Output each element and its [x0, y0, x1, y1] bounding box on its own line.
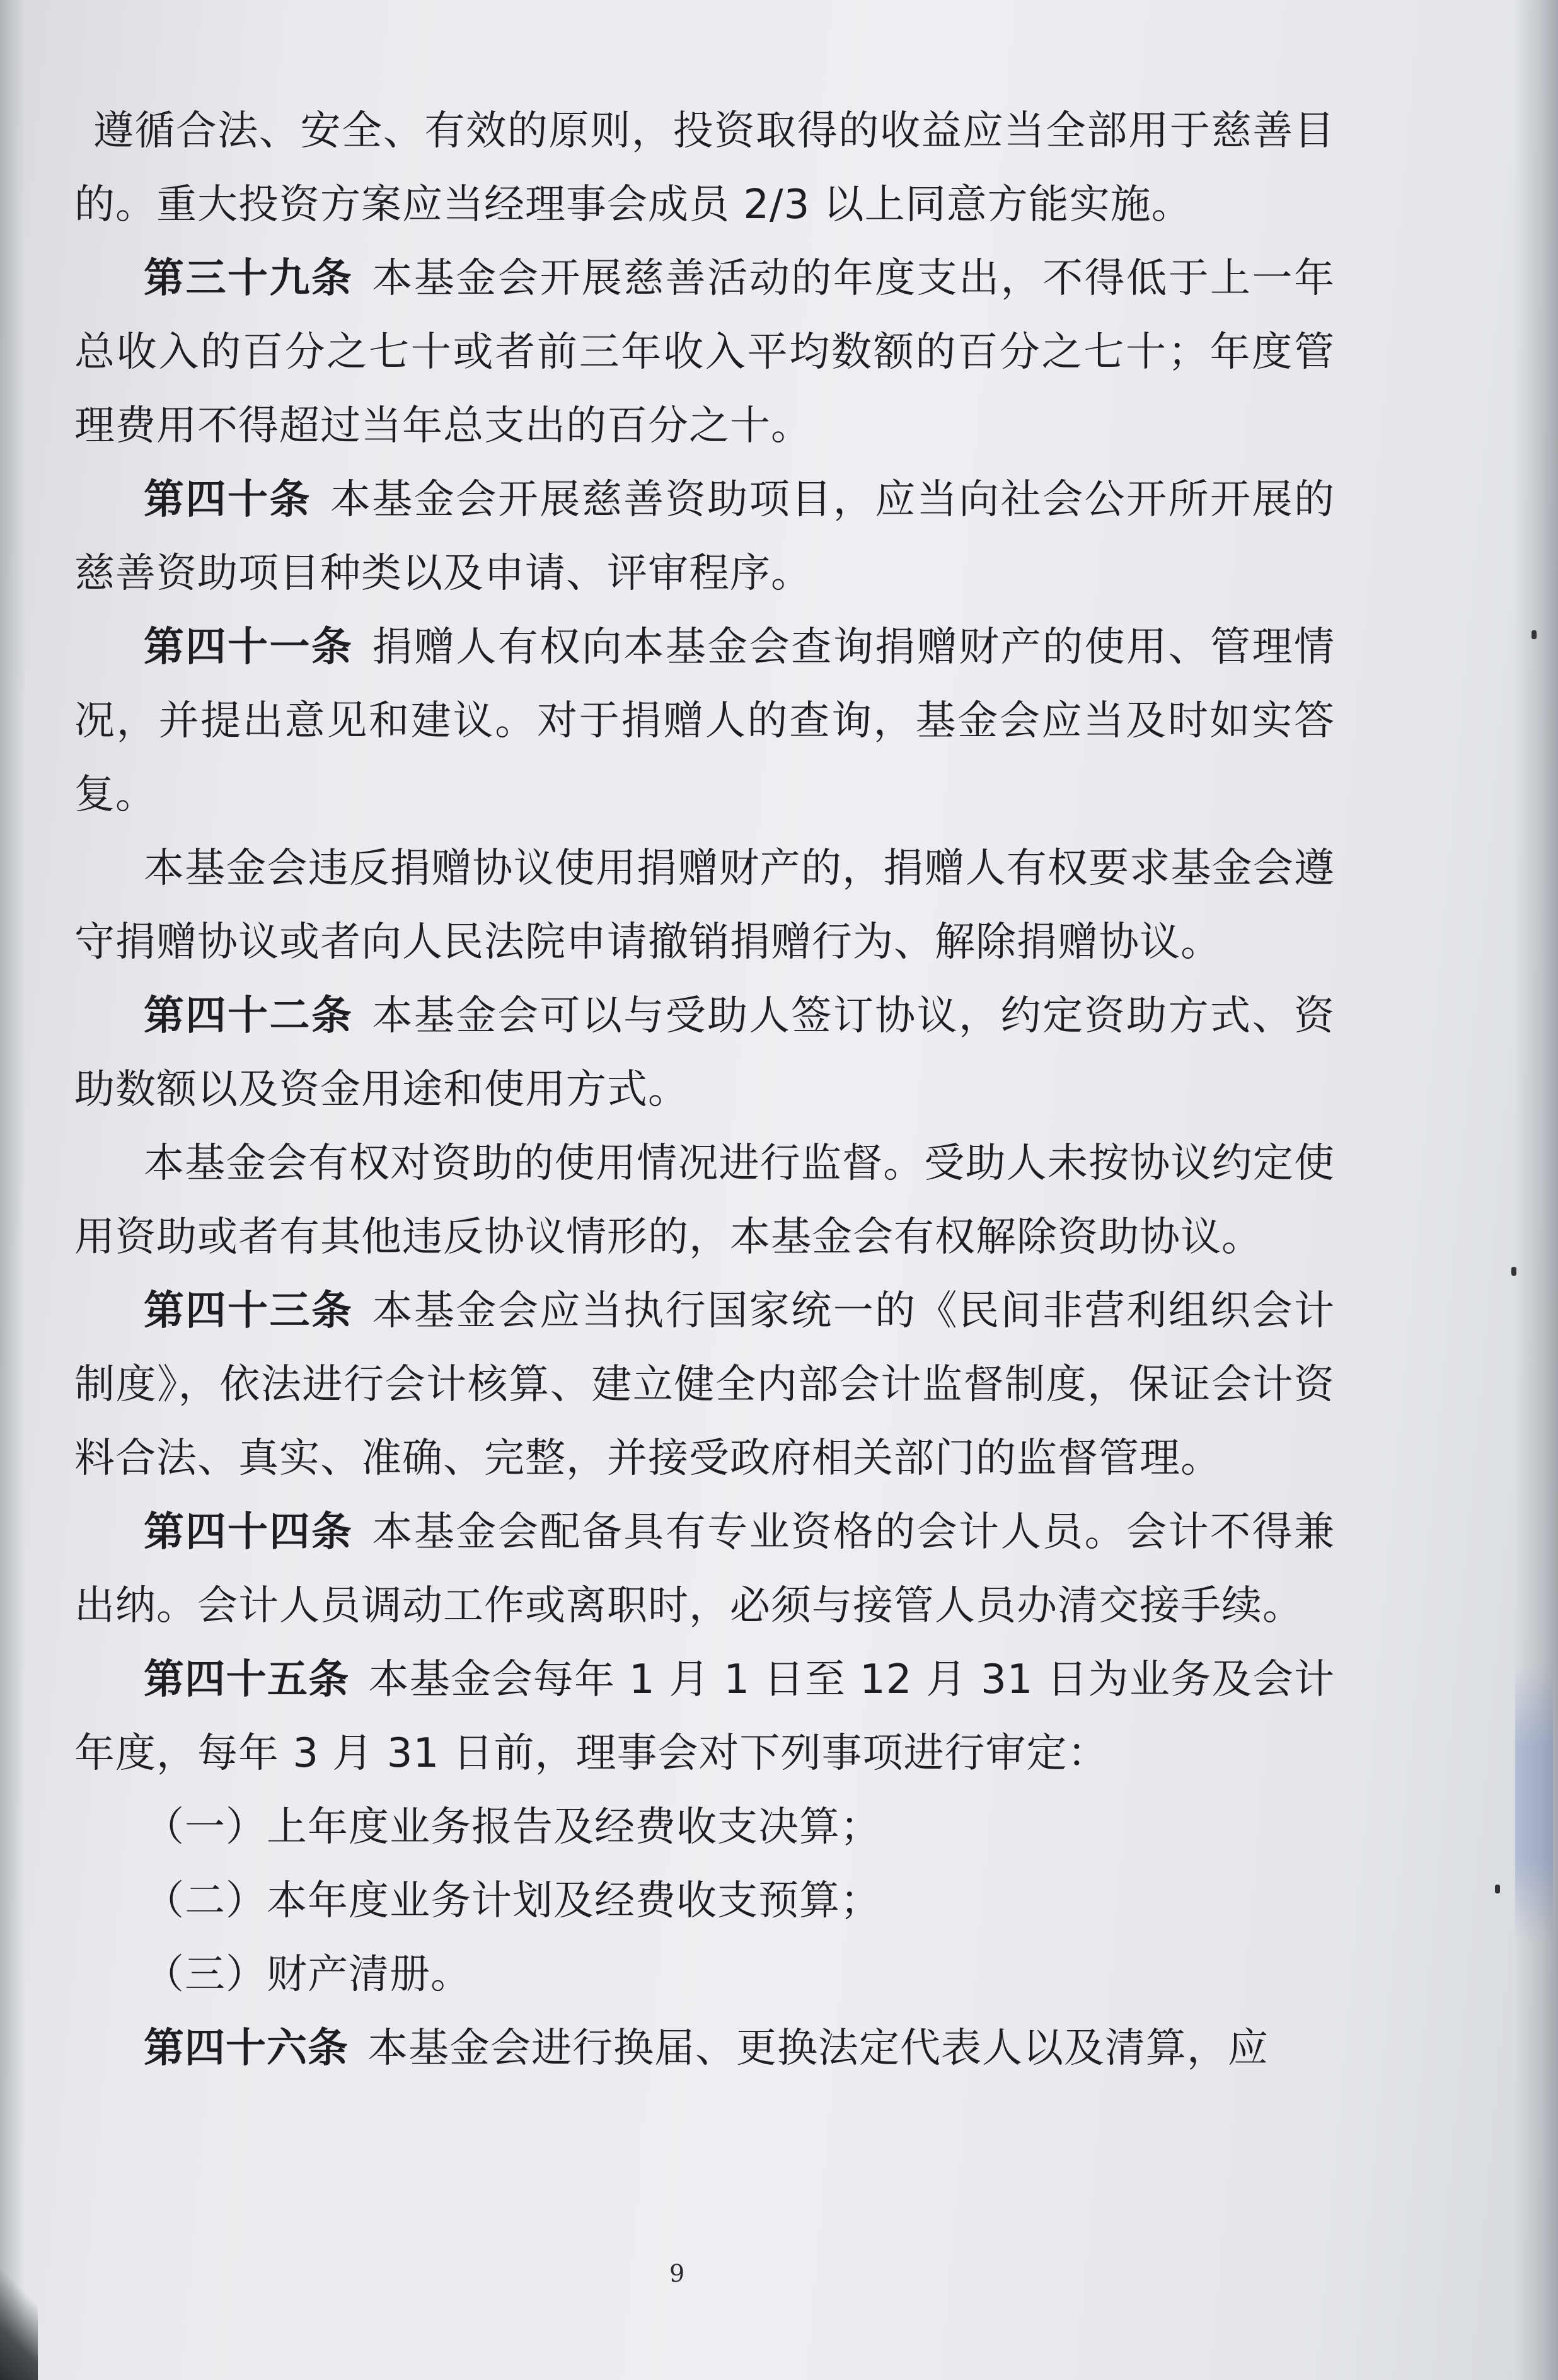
page-right-shadow [1514, 0, 1558, 2380]
article-heading: 第四十条 [144, 477, 311, 523]
paragraph-9 [74, 1496, 1335, 1643]
article-heading: 第四十四条 [144, 1509, 354, 1556]
list-item-1: （一）上年度业务报告及经费收支决算； [144, 1804, 881, 1851]
paragraph-4 [74, 611, 1335, 832]
binding-mark [1532, 630, 1537, 639]
paragraph-6 [74, 979, 1335, 1127]
document-body [74, 95, 1335, 2086]
paragraph-text: 本基金会应当执行国家统一的《民间非营利组织会计制度》，依法进行会计核算、建立健全内部会计监督制度，保证会计资料合法、真实、准确、完整，并接受政府相关部门的监督管理。 [74, 1288, 1336, 1482]
paragraph-2 [74, 242, 1335, 463]
paragraph-text: 本基金会有权对资助的使用情况进行监督。受助人未按协议约定使用资助或者有其他违反协议情形的，本基金会有权解除资助协议。 [74, 1140, 1335, 1261]
list-item-2: （二）本年度业务计划及经费收支预算； [144, 1878, 881, 1924]
paragraph-text: 本基金会每年 1 月 1 日至 12 月 31 日为业务及会计年度，每年 3 月 31 日前，理事会对下列事项进行审定： [74, 1656, 1336, 1777]
article-heading: 第四十三条 [144, 1288, 354, 1334]
page-corner-shadow [0, 2267, 38, 2380]
paragraph-text: 本基金会开展慈善资助项目，应当向社会公开所开展的慈善资助项目种类以及申请、评审程序。 [74, 477, 1336, 597]
paragraph-8 [74, 1274, 1335, 1496]
paragraph-7 [74, 1127, 1335, 1274]
binding-mark [1511, 1267, 1516, 1276]
paragraph-11 [74, 2012, 1335, 2086]
page-number: 9 [669, 2260, 685, 2287]
list-item-3: （三）财产清册。 [144, 1951, 471, 1998]
article-heading: 第四十二条 [144, 993, 354, 1039]
page-left-shadow [0, 0, 25, 2380]
paragraph-text: 本基金会违反捐赠协议使用捐赠财产的，捐赠人有权要求基金会遵守捐赠协议或者向人民法院申请撤销捐赠行为、解除捐赠协议。 [74, 845, 1335, 966]
edge-seal-stamp [1515, 1664, 1553, 1941]
paragraph-text: 本基金会开展慈善活动的年度支出，不得低于上一年总收入的百分之七十或者前三年收入平均数额的百分之七十；年度管理费用不得超过当年总支出的百分之十。 [74, 255, 1336, 449]
paragraph-text: 本基金会可以与受助人签订协议，约定资助方式、资助数额以及资金用途和使用方式。 [74, 993, 1336, 1113]
paragraph-text: 本基金会进行换届、更换法定代表人以及清算，应 [367, 2025, 1269, 2072]
paragraph-1 [74, 95, 1335, 242]
article-heading: 第四十六条 [144, 2025, 349, 2072]
article-heading: 第四十五条 [144, 1656, 350, 1703]
binding-mark [1495, 1885, 1500, 1893]
paragraph-5 [74, 832, 1335, 979]
paragraph-10 [74, 1643, 1335, 1791]
paragraph-3 [74, 463, 1335, 611]
paragraph-text: 本基金会配备具有专业资格的会计人员。会计不得兼出纳。会计人员调动工作或离职时，必须与接管人员办清交接手续。 [74, 1509, 1336, 1629]
article-heading: 第三十九条 [144, 255, 354, 302]
paragraph-text: 捐赠人有权向本基金会查询捐赠财产的使用、管理情况，并提出意见和建议。对于捐赠人的查询，基金会应当及时如实答复。 [74, 624, 1336, 818]
article-heading: 第四十一条 [144, 624, 354, 671]
paragraph-text: 遵循合法、安全、有效的原则，投资取得的收益应当全部用于慈善目的。重大投资方案应当经理事会成员 2/3 以上同意方能实施。 [74, 108, 1335, 228]
